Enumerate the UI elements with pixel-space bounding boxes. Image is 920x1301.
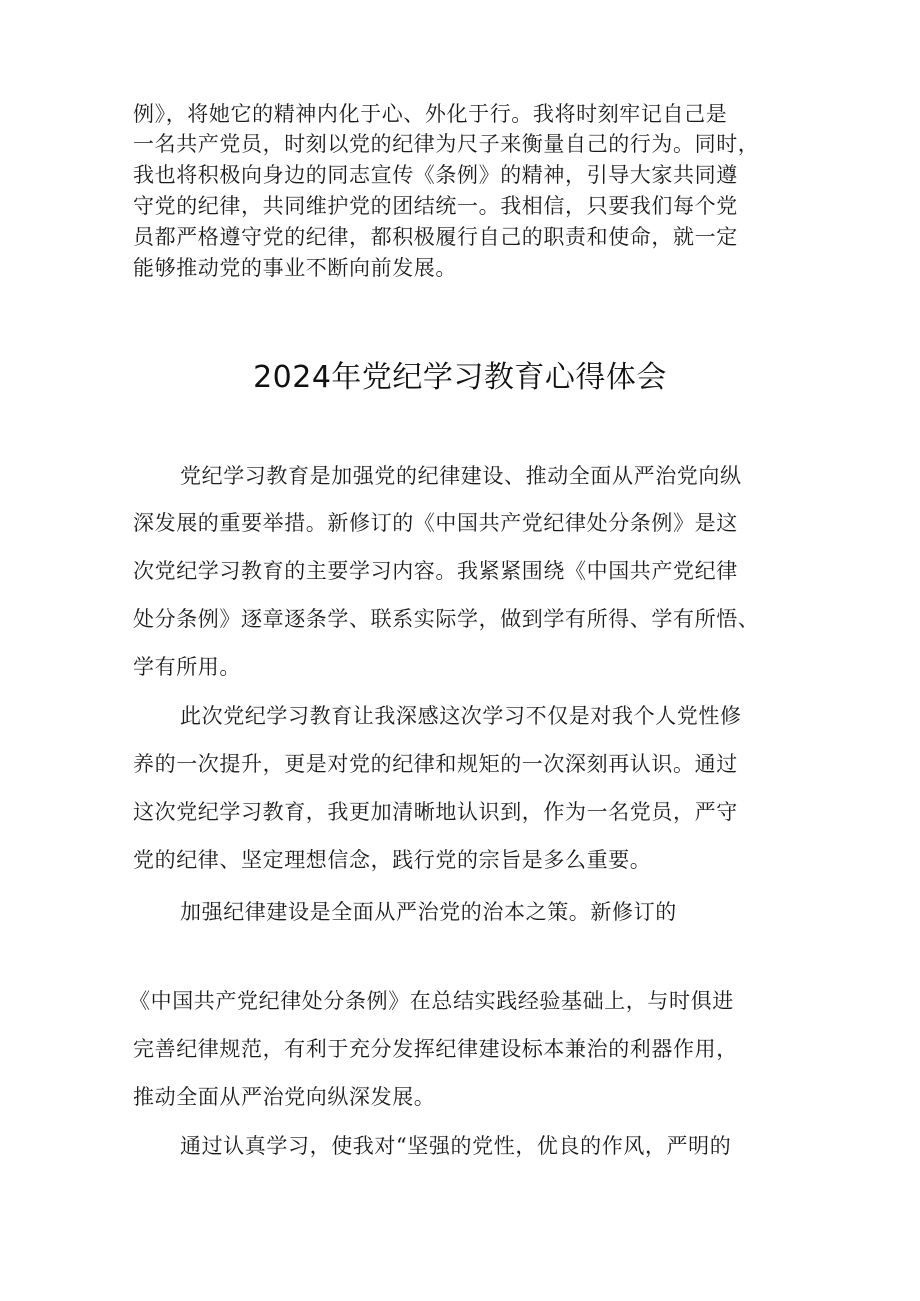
text-line: 完善纪律规范，有利于充分发挥纪律建设标本兼治的利器作用， (133, 1037, 738, 1061)
text-line: 处分条例》逐章逐条学、联系实际学，做到学有所得、学有所悟、 (133, 607, 760, 631)
text-line: 学有所用。 (133, 655, 241, 679)
text-line: 加强纪律建设是全面从严治党的治本之策。新修订的 (180, 900, 677, 924)
text-line: 通过认真学习，使我对“坚强的党性，优良的作风，严明的 (180, 1134, 732, 1158)
text-line: 员都严格遵守党的纪律，都积极履行自己的职责和使命，就一定 (133, 225, 738, 249)
text-line: 次党纪学习教育的主要学习内容。我紧紧围绕《中国共产党纪律 (133, 559, 738, 583)
text-line: 党纪学习教育是加强党的纪律建设、推动全面从严治党向纵 (180, 464, 742, 488)
text-line: 例》，将她它的精神内化于心、外化于行。我将时刻牢记自己是 (133, 102, 728, 126)
document-title: 2024年党纪学习教育心得体会 (253, 360, 667, 395)
text-line: 此次党纪学习教育让我深感这次学习不仅是对我个人党性修 (180, 704, 742, 728)
text-line: 守党的纪律，共同维护党的团结统一。我相信，只要我们每个党 (133, 194, 738, 218)
text-line: 这次党纪学习教育，我更加清晰地认识到，作为一名党员，严守 (133, 800, 738, 824)
text-line: 党的纪律、坚定理想信念，践行党的宗旨是多么重要。 (133, 848, 652, 872)
text-line: 一名共产党员，时刻以党的纪律为尺子来衡量自己的行为。同时， (133, 132, 760, 156)
text-line: 《中国共产党纪律处分条例》在总结实践经验基础上，与时俱进 (129, 989, 734, 1013)
text-line: 养的一次提升，更是对党的纪律和规矩的一次深刻再认识。通过 (133, 752, 738, 776)
text-line: 能够推动党的事业不断向前发展。 (133, 256, 457, 280)
text-line: 推动全面从严治党向纵深发展。 (133, 1085, 436, 1109)
text-line: 我也将积极向身边的同志宣传《条例》的精神，引导大家共同遵 (133, 163, 738, 187)
text-line: 深发展的重要举措。新修订的《中国共产党纪律处分条例》是这 (133, 511, 738, 535)
